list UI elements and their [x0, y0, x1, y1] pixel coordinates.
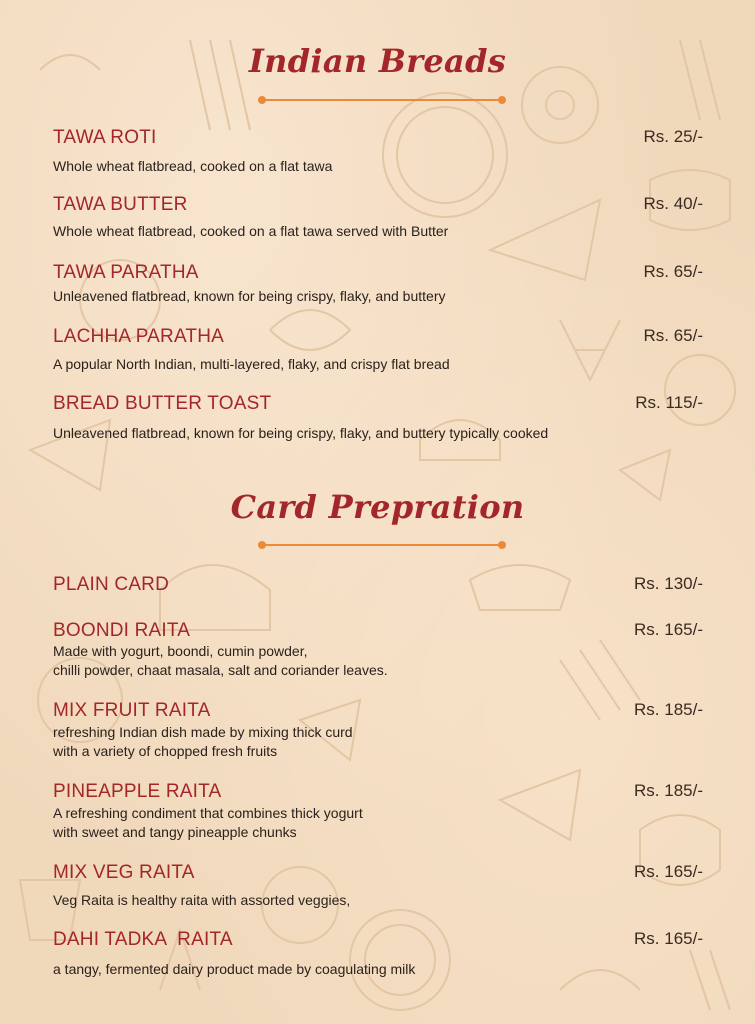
item-price: Rs. 165/-: [634, 620, 703, 639]
item-price: Rs. 185/-: [634, 700, 703, 719]
item-description: Unleavened flatbread, known for being crispy, flaky, and buttery: [53, 288, 446, 304]
section-divider: [262, 99, 502, 101]
item-description: Unleavened flatbread, known for being crispy, flaky, and buttery typically cooked: [53, 425, 549, 441]
item-description: with sweet and tangy pineapple chunks: [53, 824, 297, 840]
item-description: A popular North Indian, multi-layered, flaky, and crispy flat bread: [53, 356, 450, 372]
item-name: PINEAPPLE RAITA: [53, 781, 222, 802]
item-description: Veg Raita is healthy raita with assorted veggies,: [53, 892, 351, 908]
item-description: with a variety of chopped fresh fruits: [53, 743, 278, 759]
item-price: Rs. 65/-: [643, 262, 703, 281]
item-name: DAHI TADKA RAITA: [53, 929, 233, 950]
item-description: Whole wheat flatbread, cooked on a flat tawa served with Butter: [53, 223, 449, 239]
item-price: Rs. 130/-: [634, 574, 703, 593]
item-price: Rs. 185/-: [634, 781, 703, 800]
item-name: MIX FRUIT RAITA: [53, 700, 211, 721]
item-price: Rs. 115/-: [635, 393, 703, 412]
item-name: TAWA ROTI: [53, 127, 157, 148]
item-name: PLAIN CARD: [53, 574, 170, 595]
item-price: Rs. 165/-: [634, 862, 703, 881]
section-divider: [262, 544, 502, 546]
item-name: BOONDI RAITA: [53, 620, 191, 641]
section-title-indian-breads: Indian Breads: [248, 42, 507, 80]
item-name: BREAD BUTTER TOAST: [53, 393, 272, 414]
item-description: Made with yogurt, boondi, cumin powder,: [53, 643, 308, 659]
item-description: refreshing Indian dish made by mixing thick curd: [53, 724, 353, 740]
item-description: chilli powder, chaat masala, salt and coriander leaves.: [53, 662, 388, 678]
item-description: Whole wheat flatbread, cooked on a flat tawa: [53, 158, 333, 174]
item-price: Rs. 25/-: [643, 127, 703, 146]
item-name: LACHHA PARATHA: [53, 326, 225, 347]
item-description: A refreshing condiment that combines thick yogurt: [53, 805, 363, 821]
item-name: TAWA BUTTER: [53, 194, 188, 215]
item-description: a tangy, fermented dairy product made by coagulating milk: [53, 961, 416, 977]
item-price: Rs. 165/-: [634, 929, 703, 948]
item-price: Rs. 40/-: [643, 194, 703, 213]
section-title-card-prepration: Card Prepration: [230, 488, 525, 526]
item-price: Rs. 65/-: [643, 326, 703, 345]
item-name: MIX VEG RAITA: [53, 862, 195, 883]
item-name: TAWA PARATHA: [53, 262, 199, 283]
